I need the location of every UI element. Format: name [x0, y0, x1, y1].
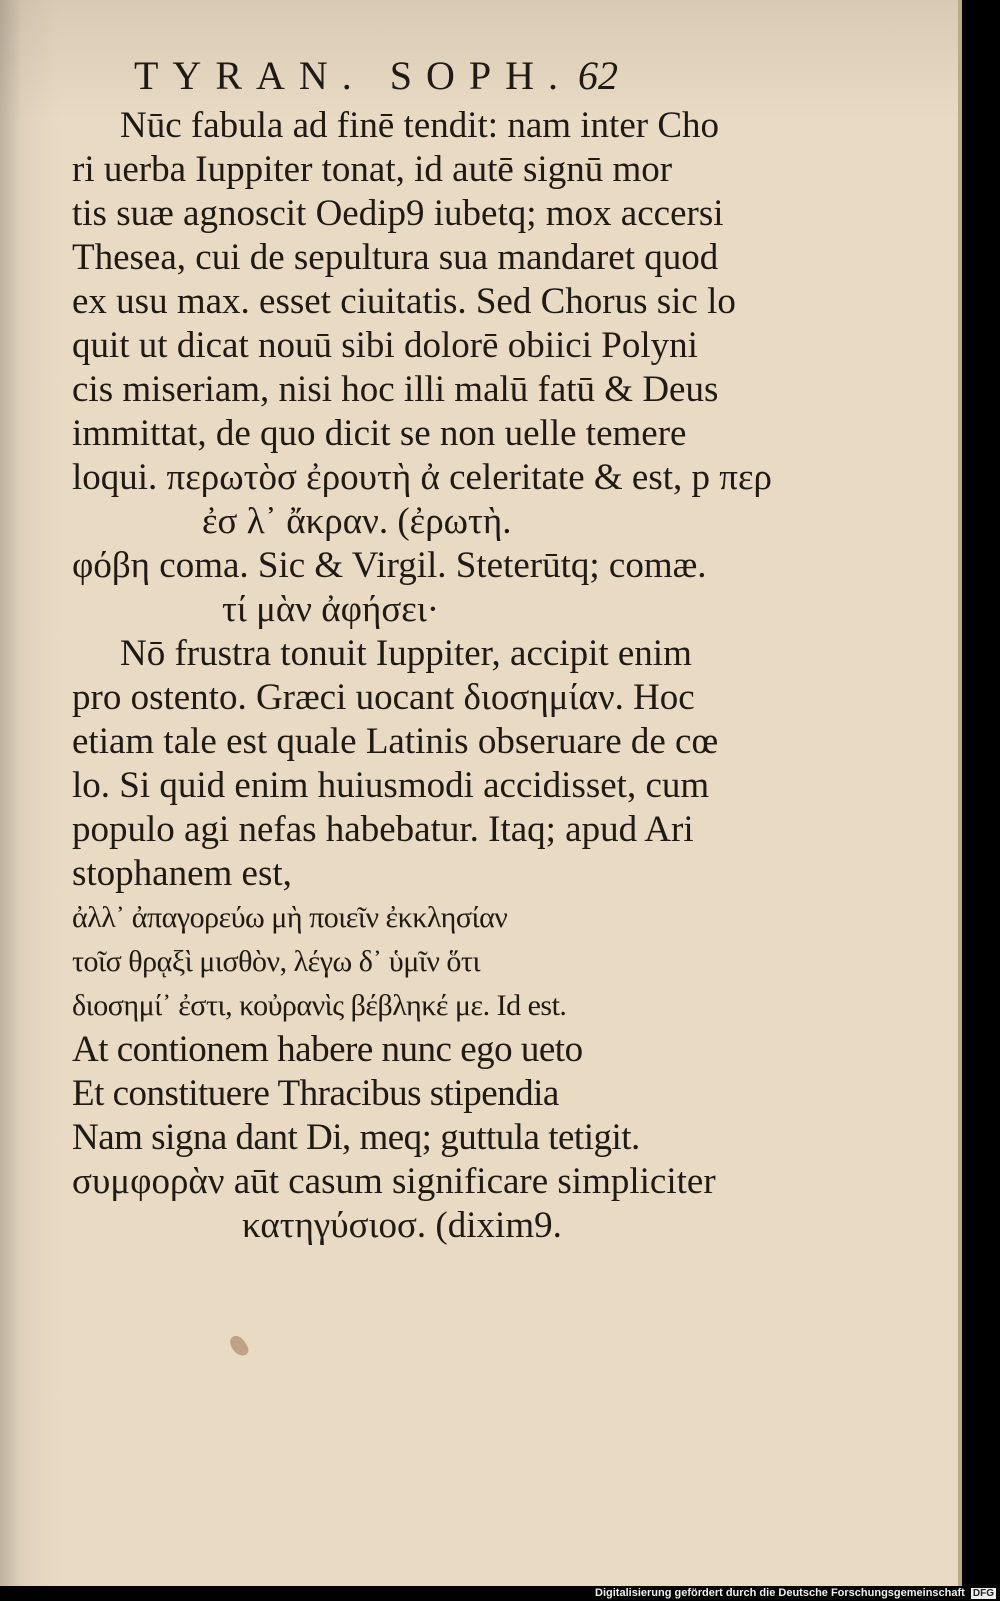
- text-line: ἐσ λ᾽ ἄκραν. (ἐρωτὴ.: [202, 501, 512, 542]
- text-line: συμφορὰν aūt casum significare simpliciter: [72, 1161, 716, 1202]
- text-line: tis suæ agnoscit Oedip9 iubetq; mox accersi: [72, 193, 724, 234]
- text-line: populo agi nefas habebatur. Itaq; apud Ari: [72, 809, 694, 850]
- greek-verse: [72, 896, 762, 1028]
- latin-verse: [72, 1028, 762, 1160]
- verse-line: Nam signa dant Di, meq; guttula tetigit.: [72, 1117, 640, 1158]
- text-line: pro ostento. Græci uocant διοσημίαν. Hoc: [72, 677, 695, 718]
- text-line: cis miseriam, nisi hoc illi malū fatū & Deus: [72, 369, 719, 410]
- text-line: ex usu max. esset ciuitatis. Sed Chorus sic lo: [72, 281, 736, 322]
- text-line: quit ut dicat nouū sibi dolorē obiici Polyni: [72, 325, 698, 366]
- paper-stain: [227, 1333, 251, 1359]
- digitization-credit: [595, 1587, 996, 1599]
- verse-line: Et constituere Thracibus stipendia: [72, 1073, 559, 1114]
- verse-line: τοῖσ θρᾳξὶ μισθὸν, λέγω δ᾽ ὑμῖν ὅτι: [72, 945, 481, 978]
- text-line: loqui. περωτὸσ ἐρουτὴ ἀ celeritate & est, p περ: [72, 457, 772, 498]
- verse-line: ἀλλ᾽ ἀπαγορεύω μὴ ποιεῖν ἐκκλησίαν: [72, 901, 508, 934]
- text-line: Nūc fabula ad finē tendit: nam inter Cho: [120, 105, 720, 146]
- credit-text: Digitalisierung gefördert durch die Deutsche Forschungsgemeinschaft: [595, 1587, 965, 1599]
- text-line: κατηγύσιοσ. (dixim9.: [242, 1205, 562, 1246]
- text-line: etiam tale est quale Latinis obseruare de cœ: [72, 721, 719, 762]
- running-header: [134, 48, 762, 104]
- verse-line: At contionem habere nunc ego ueto: [72, 1029, 583, 1070]
- text-line: ri uerba Iuppiter tonat, id autē signū mor: [72, 149, 673, 190]
- text-line: Nō frustra tonuit Iuppiter, accipit enim: [120, 633, 692, 674]
- text-line: τί μὰν ἀφήσει·: [222, 589, 440, 630]
- text-line: lo. Si quid enim huiusmodi accidisset, cum: [72, 765, 710, 806]
- text-line: φόβη coma. Sic & Virgil. Steterūtq; comæ.: [72, 545, 707, 586]
- folio-number: 62: [578, 53, 619, 98]
- text-line: stophanem est,: [72, 853, 292, 894]
- verse-line: διοσημί᾽ ἐστι, κοὐρανὶς βέβληκέ με. Id est.: [72, 989, 567, 1022]
- page-text: [72, 48, 772, 1248]
- dfg-logo-icon: DFG: [972, 1588, 994, 1599]
- running-title: TYRAN. SOPH.: [134, 53, 573, 98]
- text-line: immittat, de quo dicit se non uelle temere: [72, 413, 687, 454]
- text-line: Thesea, cui de sepultura sua mandaret quod: [72, 237, 719, 278]
